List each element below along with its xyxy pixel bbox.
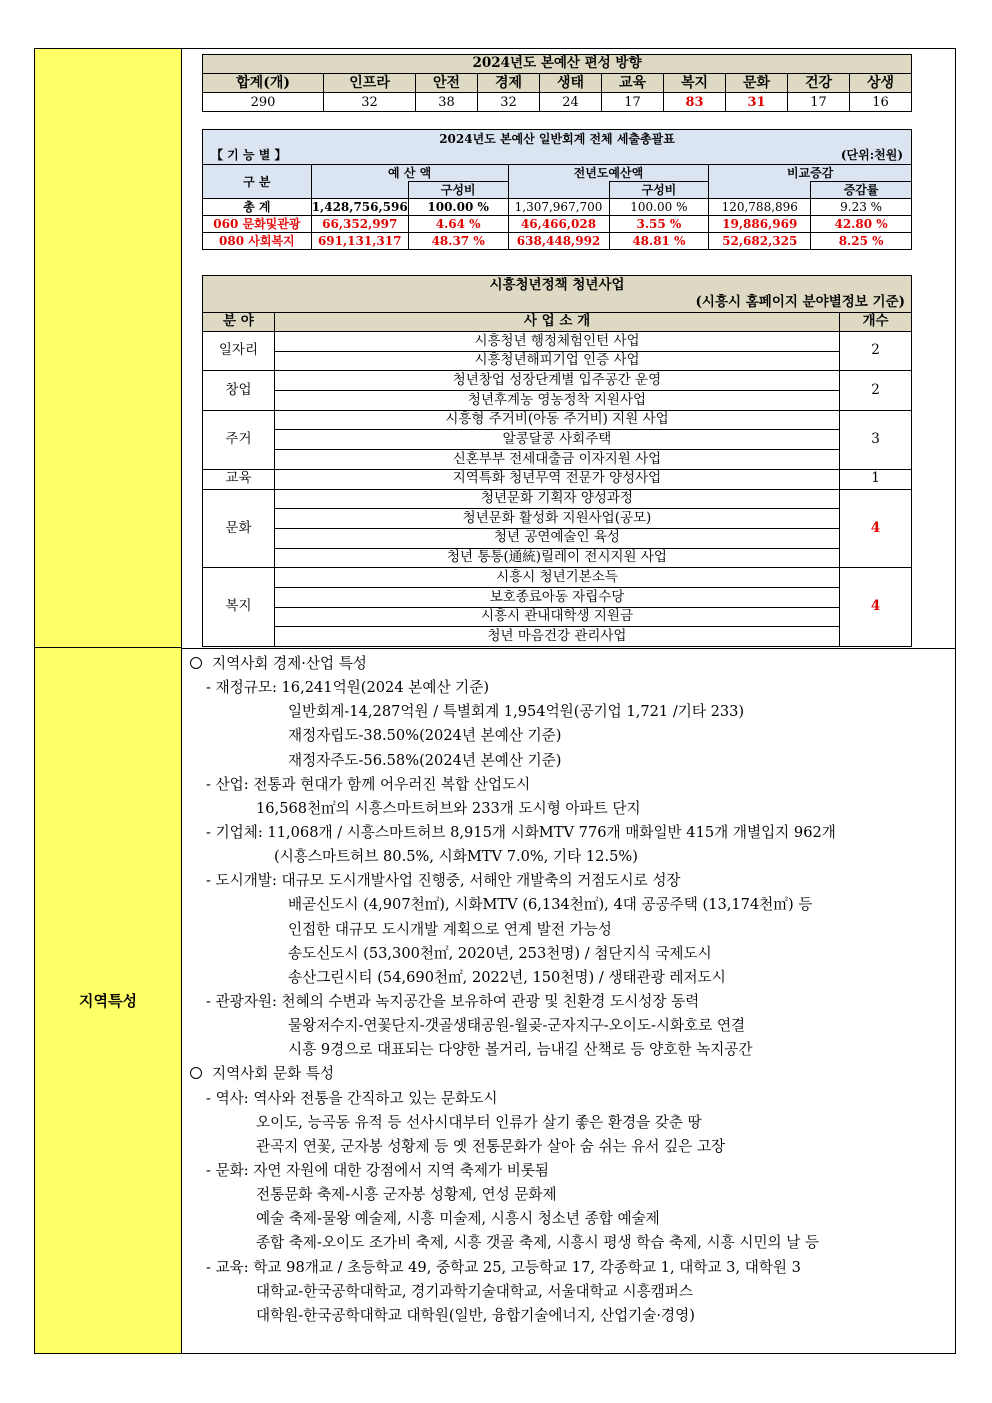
youth-program-item: 청년문화 기획자 양성과정 [274,489,839,509]
text-line [190,1207,950,1231]
direction-header: 생태 [539,74,601,93]
youth-row [203,430,912,450]
text-line-content: 지역사회 경제·산업 특성 [212,655,367,672]
text-line [190,918,950,942]
youth-field: 복지 [203,568,275,647]
expenditure-row [203,199,912,216]
youth-program-item: 지역특화 청년무역 전문가 양성사업 [274,469,839,489]
direction-header: 경제 [477,74,539,93]
expenditure-subtitle: 【 기 능 별 】 [211,148,287,162]
expenditure-cell-diff: 19,886,969 [709,216,811,233]
text-line [190,724,950,748]
direction-value: 38 [415,93,477,112]
youth-count: 4 [840,489,912,568]
direction-header: 합계(개) [203,74,324,93]
text-line [190,1135,950,1159]
youth-program-item: 청년문화 활성화 지원사업(공모) [274,509,839,529]
region-characteristics-text [190,652,950,1328]
text-line [190,1280,950,1304]
text-line [190,893,950,917]
circle-bullet-icon [190,657,202,669]
expenditure-cell-prev: 638,448,992 [508,233,609,250]
text-line [190,773,950,797]
text-line-content: 송도신도시 (53,300천㎡, 2020년, 253천명) / 첨단지식 국제도시 [288,944,712,962]
circle-bullet-icon [190,1067,202,1079]
text-line [190,845,950,869]
header-prev: 전년도예산액 [508,165,709,182]
header-field: 분 야 [203,313,275,332]
direction-value: 32 [324,93,416,112]
text-line [190,797,950,821]
text-line-content: - 산업: 전통과 현대가 함께 어우러진 복합 산업도시 [206,775,531,793]
region-label: 지역특성 [35,648,182,1353]
expenditure-cell-diff: 52,682,325 [709,233,811,250]
expenditure-cell-rate: 42.80 % [811,216,912,233]
text-line [190,869,950,893]
text-line-content: 종합 축제-오이도 조가비 축제, 시흥 갯골 축제, 시흥시 평생 학습 축제, 시흥 시민의 날 등 [256,1234,820,1252]
expenditure-cell-ratio: 100.00 % [408,199,508,216]
header-intro: 사 업 소 개 [274,313,839,332]
text-line-content: - 관광자원: 천혜의 수변과 녹지공간을 보유하여 관광 및 친환경 도시성장 동력 [206,992,700,1010]
expenditure-cell-budget: 691,131,317 [311,233,408,250]
youth-row [203,489,912,509]
expenditure-cell-name: 060 문화및관광 [203,216,312,233]
text-line [190,749,950,773]
expenditure-title: 2024년도 본예산 일반회계 전체 세출총괄표 [203,130,912,148]
youth-count: 2 [840,332,912,371]
expenditure-row [203,233,912,250]
text-line [190,1111,950,1135]
header-ratio: 구성비 [408,182,508,199]
youth-row [203,587,912,607]
direction-value: 31 [725,93,787,112]
youth-field: 일자리 [203,332,275,371]
youth-row [203,371,912,391]
youth-row [203,410,912,430]
expenditure-cell-rate: 8.25 % [811,233,912,250]
header-rate: 증감률 [811,182,912,199]
expenditure-cell-prev-ratio: 100.00 % [609,199,709,216]
text-line-content: 송산그린시티 (54,690천㎡, 2022년, 150천명) / 생태관광 레저도시 [288,968,726,986]
direction-header: 안전 [415,74,477,93]
youth-program-item: 청년창업 성장단계별 입주공간 운영 [274,371,839,391]
youth-row [203,450,912,470]
direction-value: 83 [663,93,725,112]
youth-row [203,509,912,529]
direction-header: 교육 [601,74,663,93]
text-line-content: 일반회계-14,287억원 / 특별회계 1,954억원(공기업 1,721 /기타 233) [288,703,745,721]
youth-program-item: 시흥시 관내대학생 지원금 [274,607,839,627]
section-heading [190,1062,950,1086]
youth-row [203,568,912,588]
direction-value: 24 [539,93,601,112]
text-line-content: 대학교-한국공학대학교, 경기과학기술대학교, 서울대학교 시흥캠퍼스 [256,1282,693,1300]
youth-count: 4 [840,568,912,647]
direction-header: 건강 [787,74,849,93]
youth-row [203,391,912,411]
direction-value: 16 [849,93,911,112]
text-line-content: - 기업체: 11,068개 / 시흥스마트허브 8,915개 시화MTV 776개 매화일반 415개 개별입지 962개 [206,823,836,841]
youth-program-item: 시흥청년 행정체험인턴 사업 [274,332,839,352]
youth-program-item: 시흥시 청년기본소득 [274,568,839,588]
expenditure-cell-name: 080 사회복지 [203,233,312,250]
direction-value: 17 [601,93,663,112]
youth-program-item: 알콩달콩 사회주택 [274,430,839,450]
header-prev-ratio: 구성비 [609,182,709,199]
expenditure-cell-ratio: 4.64 % [408,216,508,233]
text-line-content: 배곧신도시 (4,907천㎡), 시화MTV (6,134천㎡), 4대 공공주택 (13,174천㎡) 등 [288,896,813,914]
text-line [190,676,950,700]
header-budget: 예 산 액 [311,165,508,182]
youth-program-item: 시흥형 주거비(아동 주거비) 지원 사업 [274,410,839,430]
text-line [190,1038,950,1062]
expenditure-cell-prev-ratio: 3.55 % [609,216,709,233]
text-line-content: - 역사: 역사와 전통을 간직하고 있는 문화도시 [206,1089,498,1107]
text-line [190,1256,950,1280]
youth-row [203,351,912,371]
youth-row [203,528,912,548]
youth-program-item: 청년 공연예술인 육성 [274,528,839,548]
text-line [190,700,950,724]
text-line-content: 물왕저수지-연꽃단지-갯골생태공원-월곶-군자지구-오이도-시화호로 연결 [288,1017,746,1035]
youth-count: 1 [840,469,912,489]
youth-field: 문화 [203,489,275,568]
header-count: 개수 [840,313,912,332]
expenditure-cell-ratio: 48.37 % [408,233,508,250]
youth-program-item: 시흥청년해피기업 인증 사업 [274,351,839,371]
row-divider [182,648,955,649]
youth-count: 3 [840,410,912,469]
youth-program-table [202,275,912,647]
text-line-content: 전통문화 축제-시흥 군자봉 성황제, 연성 문화제 [256,1186,557,1204]
youth-row [203,548,912,568]
expenditure-cell-diff: 120,788,896 [709,199,811,216]
expenditure-cell-rate: 9.23 % [811,199,912,216]
text-line-content: - 문화: 자연 자원에 대한 강점에서 지역 축제가 비롯됨 [206,1161,550,1179]
direction-value: 17 [787,93,849,112]
youth-row [203,469,912,489]
text-line [190,1231,950,1255]
left-label-cell-empty [35,49,182,648]
youth-count: 2 [840,371,912,410]
text-line [190,1087,950,1111]
direction-value: 32 [477,93,539,112]
youth-row [203,332,912,352]
text-line-content: - 교육: 학교 98개교 / 초등학교 49, 중학교 25, 고등학교 17, 각종학교 1, 대학교 3, 대학원 3 [206,1258,801,1276]
text-line-content: 예술 축제-물왕 예술제, 시흥 미술제, 시흥시 청소년 종합 예술제 [256,1210,660,1228]
text-line-content: 지역사회 문화 특성 [212,1065,335,1083]
text-line-content: - 재정규모: 16,241억원(2024 본예산 기준) [206,679,490,697]
youth-field: 창업 [203,371,275,410]
youth-row [203,607,912,627]
text-line [190,1014,950,1038]
header-compare: 비교증감 [709,165,912,182]
youth-title: 시흥청년정책 청년사업 [489,277,625,293]
youth-program-item: 청년후계농 영농정착 지원사업 [274,391,839,411]
expenditure-row [203,216,912,233]
text-line [190,1183,950,1207]
text-line-content: 대학원-한국공학대학교 대학원(일반, 융합기술에너지, 산업기술·경영) [256,1306,695,1324]
expenditure-table [202,129,912,250]
budget-direction-title: 2024년도 본예산 편성 방향 [203,55,912,74]
text-line-content: - 도시개발: 대규모 도시개발사업 진행중, 서해안 개발축의 거점도시로 성장 [206,872,681,890]
text-line-content: 오이도, 능곡동 유적 등 선사시대부터 인류가 살기 좋은 환경을 갖춘 땅 [256,1113,702,1131]
expenditure-cell-prev-ratio: 48.81 % [609,233,709,250]
text-line-content: 재정자립도-38.50%(2024년 본예산 기준) [288,727,562,745]
youth-program-item: 신혼부부 전세대출금 이자지원 사업 [274,450,839,470]
youth-program-item: 청년 통통(通統)릴레이 전시지원 사업 [274,548,839,568]
text-line-content: 재정자주도-56.58%(2024년 본예산 기준) [288,751,562,769]
youth-field: 주거 [203,410,275,469]
youth-program-item: 청년 마음건강 관리사업 [274,627,839,647]
direction-header: 상생 [849,74,911,93]
expenditure-cell-budget: 66,352,997 [311,216,408,233]
text-line [190,942,950,966]
budget-direction-table [202,54,912,112]
text-line [190,1304,950,1328]
text-line [190,990,950,1014]
text-line-content: 인접한 대규모 도시개발 계획으로 연계 발전 가능성 [288,920,612,938]
text-line-content: (시흥스마트허브 80.5%, 시화MTV 7.0%, 기타 12.5%) [274,848,638,866]
expenditure-cell-name: 총 계 [203,199,312,216]
direction-header: 문화 [725,74,787,93]
text-line [190,1159,950,1183]
text-line-content: 시흥 9경으로 대표되는 다양한 볼거리, 늠내길 산책로 등 양호한 녹지공간 [288,1041,753,1059]
youth-program-item: 보호종료아동 자립수당 [274,587,839,607]
expenditure-cell-budget: 1,428,756,596 [311,200,408,214]
text-line-content: 관곡지 연꽃, 군자봉 성황제 등 옛 전통문화가 살아 숨 쉬는 유서 깊은 고장 [256,1137,726,1155]
text-line [190,821,950,845]
direction-value: 290 [203,93,324,112]
youth-field: 교육 [203,469,275,489]
youth-row [203,627,912,647]
header-category: 구 분 [203,165,312,199]
expenditure-cell-prev: 46,466,028 [508,216,609,233]
youth-subtitle: (시흥시 홈페이지 분야별정보 기준) [695,293,905,310]
direction-header: 인프라 [324,74,416,93]
expenditure-unit: (단위:천원) [840,148,903,162]
expenditure-cell-prev: 1,307,967,700 [508,199,609,216]
direction-header: 복지 [663,74,725,93]
text-line-content: 16,568천㎡의 시흥스마트허브와 233개 도시형 아파트 단지 [256,799,641,817]
section-heading [190,652,950,676]
text-line [190,966,950,990]
